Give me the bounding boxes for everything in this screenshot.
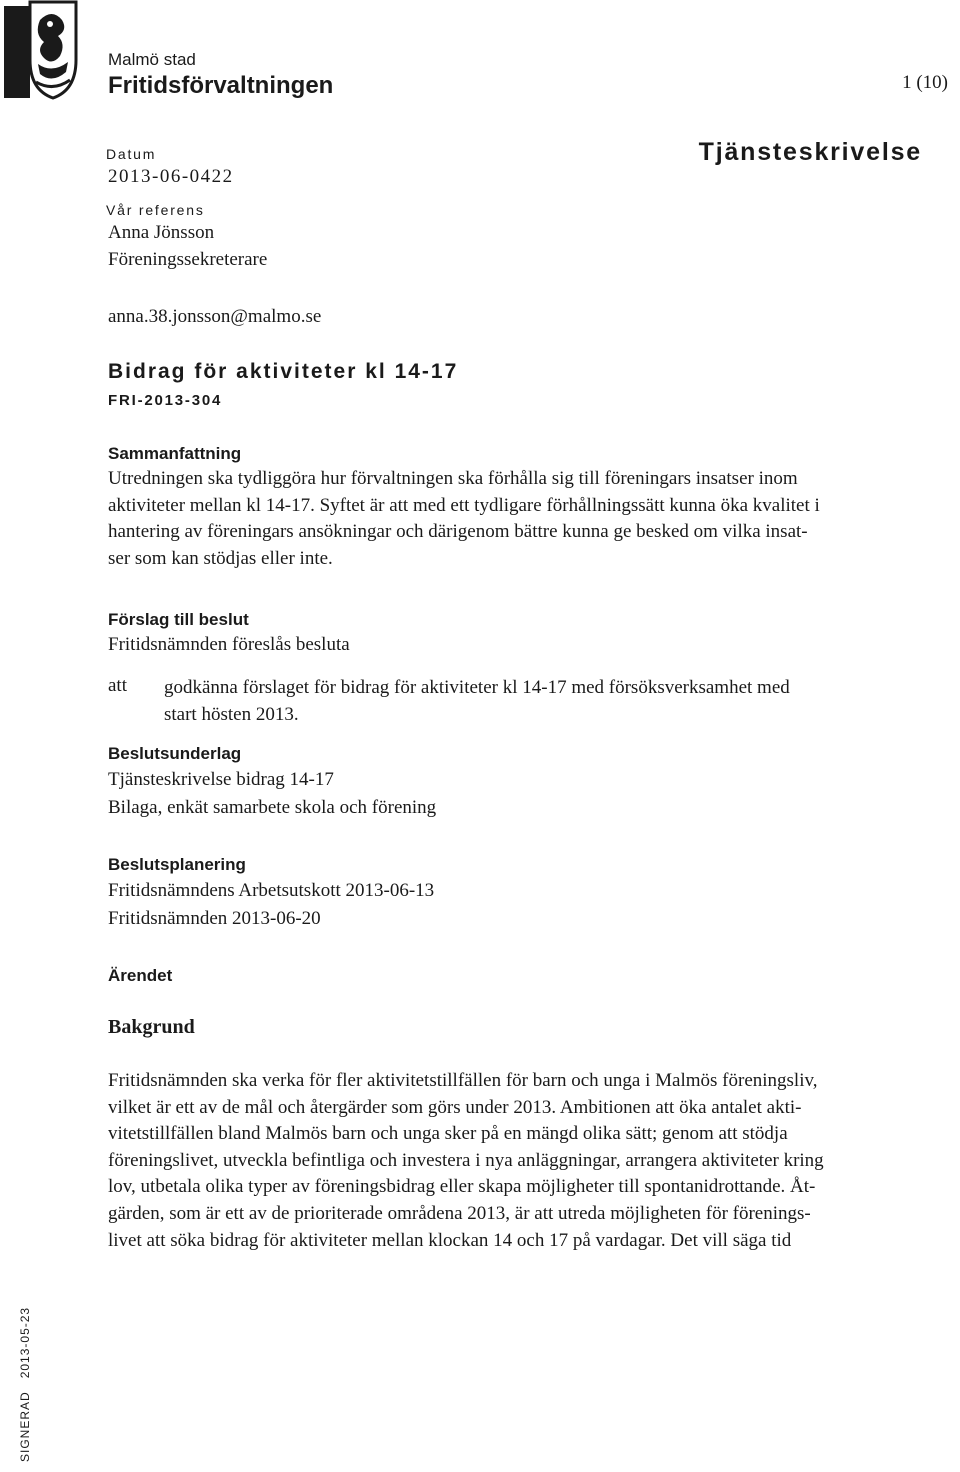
background-line: föreningslivet, utveckla befintliga och investera i nya anläggningar, arrangera aktiviteter kring (108, 1149, 824, 1171)
department-name: Fritidsförvaltningen (108, 72, 334, 99)
decision-planning-item: Fritidsnämnden 2013-06-20 (108, 908, 321, 929)
background-line: Fritidsnämnden ska verka för fler aktivitetstillfällen för barn och unga i Malmös föreningsliv, (108, 1070, 818, 1091)
summary-line: ser som kan stödjas eller inte. (108, 547, 333, 569)
decision-planning-item: Fritidsnämndens Arbetsutskott 2013-06-13 (108, 880, 435, 901)
document-title: Bidrag för aktiviteter kl 14-17 (108, 360, 459, 383)
summary-heading: Sammanfattning (108, 444, 242, 463)
background-text (108, 1068, 958, 1254)
stamp-label: SIGNERAD (18, 1391, 32, 1462)
summary-line: Utredningen ska tydliggöra hur förvaltningen ska förhålla sig till föreningars insatser inom (108, 468, 798, 489)
proposal-line: godkänna förslaget för bidrag för aktiviteter kl 14-17 med försöksverksamhet med (164, 677, 790, 698)
malmo-coat-of-arms-icon (0, 0, 80, 100)
organisation-name: Malmö stad (108, 50, 196, 69)
decision-basis-item: Bilaga, enkät samarbete skola och förening (108, 797, 437, 818)
date-label: Datum (106, 146, 157, 162)
decision-basis-item: Tjänsteskrivelse bidrag 14-17 (108, 769, 334, 790)
background-line: vitetstillfällen bland Malmös barn och unga sker på en mängd olika sätt; genom att stödja (108, 1123, 788, 1145)
page-number: 1 (10) (902, 72, 948, 93)
summary-text (108, 466, 958, 572)
background-line: gärden, som är ett av de prioriterade områdena 2013, är att utreda möjligheten för förenings- (108, 1202, 811, 1224)
decision-basis-heading: Beslutsunderlag (108, 744, 242, 763)
email-address[interactable]: anna.38.jonsson@malmo.se (108, 306, 322, 327)
reference-number: FRI-2013-304 (108, 392, 223, 409)
background-heading: Bakgrund (108, 1016, 195, 1038)
background-line: lov, utbetala olika typer av föreningsbidrag eller skapa möjligheter till spontanidrottande. Åt- (108, 1176, 816, 1198)
proposal-heading: Förslag till beslut (108, 610, 249, 629)
reference-label: Vår referens (106, 202, 205, 218)
proposal-decision (164, 675, 790, 728)
proposal-line: start hösten 2013. (164, 703, 299, 725)
att-label: att (108, 675, 127, 696)
date-value: 2013-06-0422 (108, 166, 234, 187)
summary-line: aktiviteter mellan kl 14-17. Syftet är att med ett tydligare förhållningssätt kunna öka kvalitet i (108, 494, 820, 516)
signature-stamp-text (18, 1307, 32, 1462)
matter-heading: Ärendet (108, 966, 173, 985)
background-line: livet att söka bidrag för aktiviteter mellan klockan 14 och 17 på vardagar. Det vill säga tid (108, 1229, 792, 1251)
reference-role: Föreningssekreterare (108, 249, 268, 270)
proposal-intro: Fritidsnämnden föreslås besluta (108, 634, 350, 655)
decision-planning-heading: Beslutsplanering (108, 855, 246, 874)
stamp-date: 2013-05-23 (18, 1306, 32, 1379)
summary-line: hantering av föreningars ansökningar och därigenom bättre kunna ge besked om vilka insat- (108, 521, 808, 543)
document-type: Tjänsteskrivelse (698, 138, 922, 166)
reference-name: Anna Jönsson (108, 222, 215, 243)
signature-stamp (10, 1290, 55, 1472)
background-line: vilket är ett av de mål och återgärder som görs under 2013. Ambitionen att öka antalet akti- (108, 1096, 802, 1118)
